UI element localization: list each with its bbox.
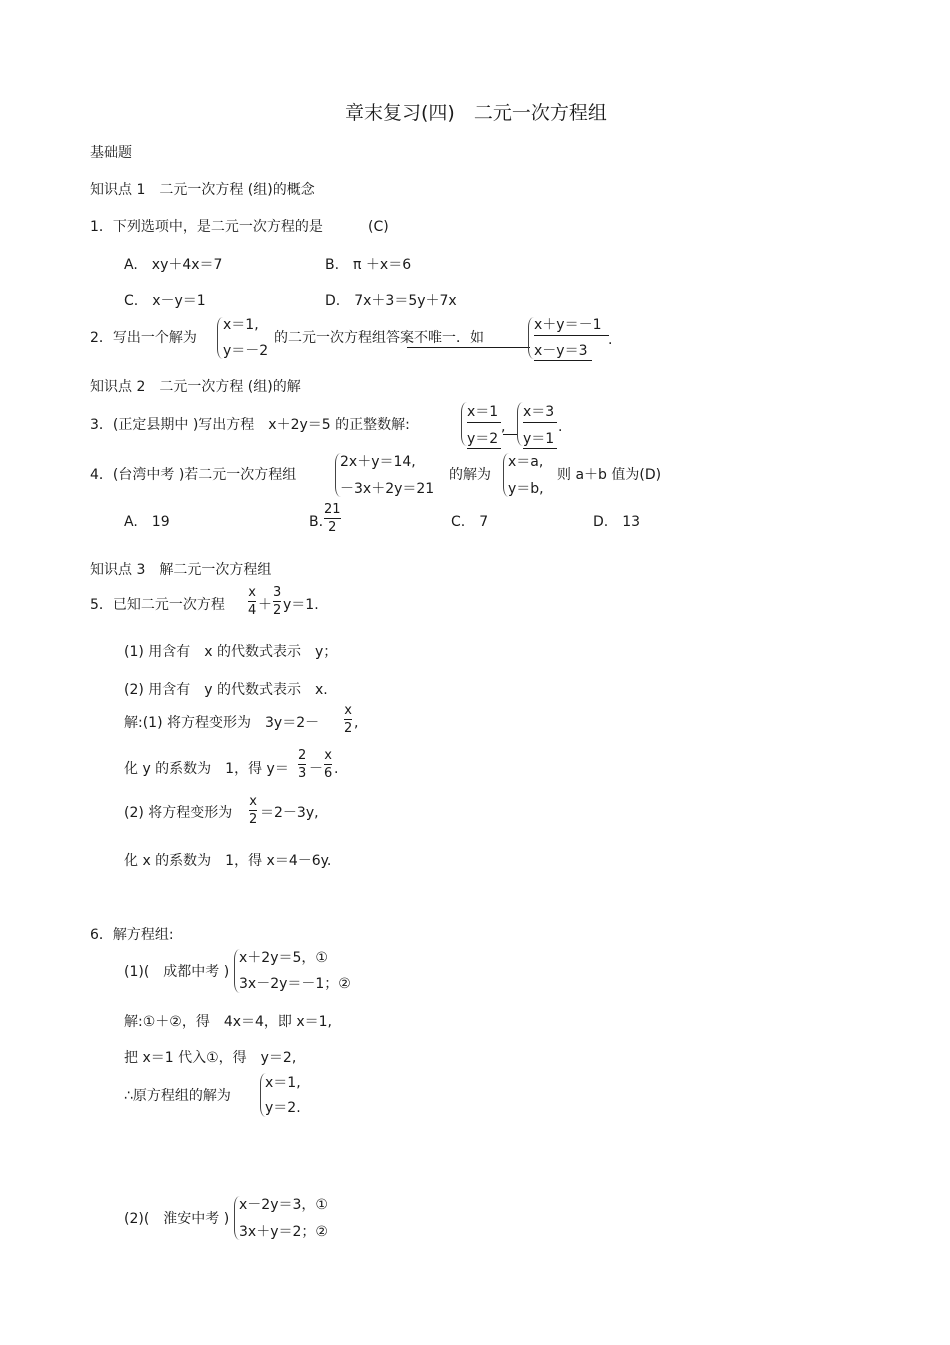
q6-part1-eq1: x＋2y＝5，① bbox=[239, 950, 328, 966]
numerator: x bbox=[324, 748, 332, 763]
underline bbox=[467, 448, 501, 449]
underline bbox=[534, 360, 592, 361]
q4-option-b-fraction bbox=[324, 503, 341, 534]
q4-eq2: －3x＋2y＝21 bbox=[340, 481, 435, 497]
q4-option-b-label: B. bbox=[309, 514, 324, 530]
q1-option-c: C. x－y＝1 bbox=[124, 293, 206, 309]
q5-solution-line1: 解:(1) 将方程变形为 3y＝2－ bbox=[124, 715, 320, 731]
q6-solution-line3: ∴原方程组的解为 bbox=[124, 1088, 231, 1104]
q4-option-c: C. 7 bbox=[451, 514, 489, 530]
q5-minus: － bbox=[309, 761, 323, 777]
knowledge-point-3: 知识点 3 解二元一次方程组 bbox=[90, 562, 272, 578]
q2-stem: 2．写出一个解为 bbox=[90, 330, 197, 346]
q4-middle-text: 的解为 bbox=[449, 467, 491, 483]
q2-solution-y: y＝－2 bbox=[223, 343, 269, 359]
fraction-bar bbox=[324, 518, 341, 519]
denominator: 3 bbox=[298, 766, 307, 781]
q5-fraction-x2 bbox=[344, 704, 352, 735]
numerator: 3 bbox=[273, 585, 282, 600]
underline bbox=[407, 347, 530, 348]
q5-period: . bbox=[334, 761, 339, 777]
denominator: 2 bbox=[344, 721, 353, 736]
denominator: 2 bbox=[273, 603, 282, 618]
knowledge-point-2: 知识点 2 二元一次方程 (组)的解 bbox=[90, 379, 301, 395]
q6-part2-eq1: x－2y＝3，① bbox=[239, 1197, 328, 1213]
q3-solution2-x: x＝3 bbox=[523, 404, 555, 420]
q6-part2-eq2: 3x＋y＝2；② bbox=[239, 1224, 328, 1240]
q6-stem: 6．解方程组: bbox=[90, 927, 174, 943]
q1-stem: 1．下列选项中，是二元一次方程的是 bbox=[90, 219, 323, 235]
q5-plus: ＋ bbox=[258, 597, 272, 613]
underline bbox=[467, 422, 501, 423]
section-heading: 基础题 bbox=[90, 145, 132, 161]
q5-stem: 5．已知二元一次方程 bbox=[90, 597, 225, 613]
q3-solution1-x: x＝1 bbox=[467, 404, 499, 420]
denominator: 4 bbox=[248, 603, 257, 618]
q5-comma: , bbox=[354, 715, 359, 731]
q5-stem-tail: y＝1. bbox=[283, 597, 319, 613]
q5-solution-line3: (2) 将方程变形为 bbox=[124, 805, 233, 821]
q4-solution-x: x＝a, bbox=[508, 454, 544, 470]
fraction-bar bbox=[344, 719, 352, 720]
q5-fraction-x4 bbox=[248, 586, 256, 617]
q4-end: 则 a＋b 值为(D) bbox=[557, 467, 662, 483]
q2-answer-eq1: x＋y＝－1 bbox=[534, 317, 602, 333]
fraction-bar bbox=[273, 601, 281, 602]
numerator: x bbox=[248, 585, 256, 600]
denominator: 2 bbox=[249, 812, 258, 827]
q3-solution1-y: y＝2 bbox=[467, 431, 499, 447]
q5-part1: (1) 用含有 x 的代数式表示 y； bbox=[124, 644, 338, 660]
q1-option-d: D. 7x＋3＝5y＋7x bbox=[325, 293, 457, 309]
q3-end: . bbox=[558, 419, 563, 435]
q1-option-a: A. xy＋4x＝7 bbox=[124, 257, 223, 273]
underline bbox=[523, 448, 557, 449]
q5-fraction-2-3 bbox=[298, 749, 306, 780]
q5-solution-line2: 化 y 的系数为 1，得 y＝ bbox=[124, 761, 289, 777]
q4-option-a: A. 19 bbox=[124, 514, 170, 530]
page-title: 章末复习(四) 二元一次方程组 bbox=[345, 102, 607, 124]
q2-answer-eq2: x－y＝3 bbox=[534, 343, 588, 359]
denominator: 6 bbox=[324, 766, 333, 781]
q6-part1-eq2: 3x－2y＝－1；② bbox=[239, 976, 351, 992]
q3-comma: , bbox=[501, 419, 506, 435]
numerator: 21 bbox=[324, 502, 341, 517]
fraction-bar bbox=[324, 764, 332, 765]
q6-part1-label: (1)( 成都中考 ) bbox=[124, 964, 230, 980]
q2-end: . bbox=[608, 332, 613, 348]
knowledge-point-1: 知识点 1 二元一次方程 (组)的概念 bbox=[90, 182, 315, 198]
fraction-bar bbox=[298, 764, 306, 765]
q5-fraction-3-2 bbox=[273, 586, 281, 617]
underline bbox=[523, 422, 557, 423]
q2-solution-x: x＝1, bbox=[223, 317, 259, 333]
q6-solution-x: x＝1, bbox=[265, 1075, 301, 1091]
numerator: x bbox=[249, 794, 257, 809]
q5-solution-line4: 化 x 的系数为 1，得 x＝4－6y. bbox=[124, 853, 332, 869]
underline bbox=[503, 434, 517, 435]
q3-solution2-y: y＝1 bbox=[523, 431, 555, 447]
q5-fraction-x6 bbox=[324, 749, 332, 780]
q6-solution-line2: 把 x＝1 代入①，得 y＝2, bbox=[124, 1050, 297, 1066]
q5-solution-line3-tail: ＝2－3y, bbox=[260, 805, 319, 821]
q6-solution-y: y＝2. bbox=[265, 1100, 301, 1116]
fraction-bar bbox=[248, 601, 256, 602]
q3-stem: 3．(正定县期中 )写出方程 x＋2y＝5 的正整数解: bbox=[90, 417, 410, 433]
q4-stem: 4．(台湾中考 )若二元一次方程组 bbox=[90, 467, 297, 483]
q6-solution-line1: 解:①＋②，得 4x＝4，即 x＝1, bbox=[124, 1014, 333, 1030]
q4-option-d: D. 13 bbox=[593, 514, 641, 530]
q4-solution-y: y＝b, bbox=[508, 481, 544, 497]
numerator: x bbox=[344, 703, 352, 718]
fraction-bar bbox=[249, 810, 257, 811]
q5-part2: (2) 用含有 y 的代数式表示 x. bbox=[124, 682, 328, 698]
q1-option-b: B. π ＋x＝6 bbox=[325, 257, 412, 273]
q5-fraction-x2b bbox=[249, 795, 257, 826]
numerator: 2 bbox=[298, 748, 307, 763]
q1-answer: (C) bbox=[368, 219, 389, 235]
underline bbox=[534, 335, 609, 336]
denominator: 2 bbox=[328, 520, 337, 535]
q4-eq1: 2x＋y＝14, bbox=[340, 454, 416, 470]
q2-middle-text: 的二元一次方程组答案不唯一．如 bbox=[274, 330, 484, 346]
q6-part2-label: (2)( 淮安中考 ) bbox=[124, 1211, 230, 1227]
